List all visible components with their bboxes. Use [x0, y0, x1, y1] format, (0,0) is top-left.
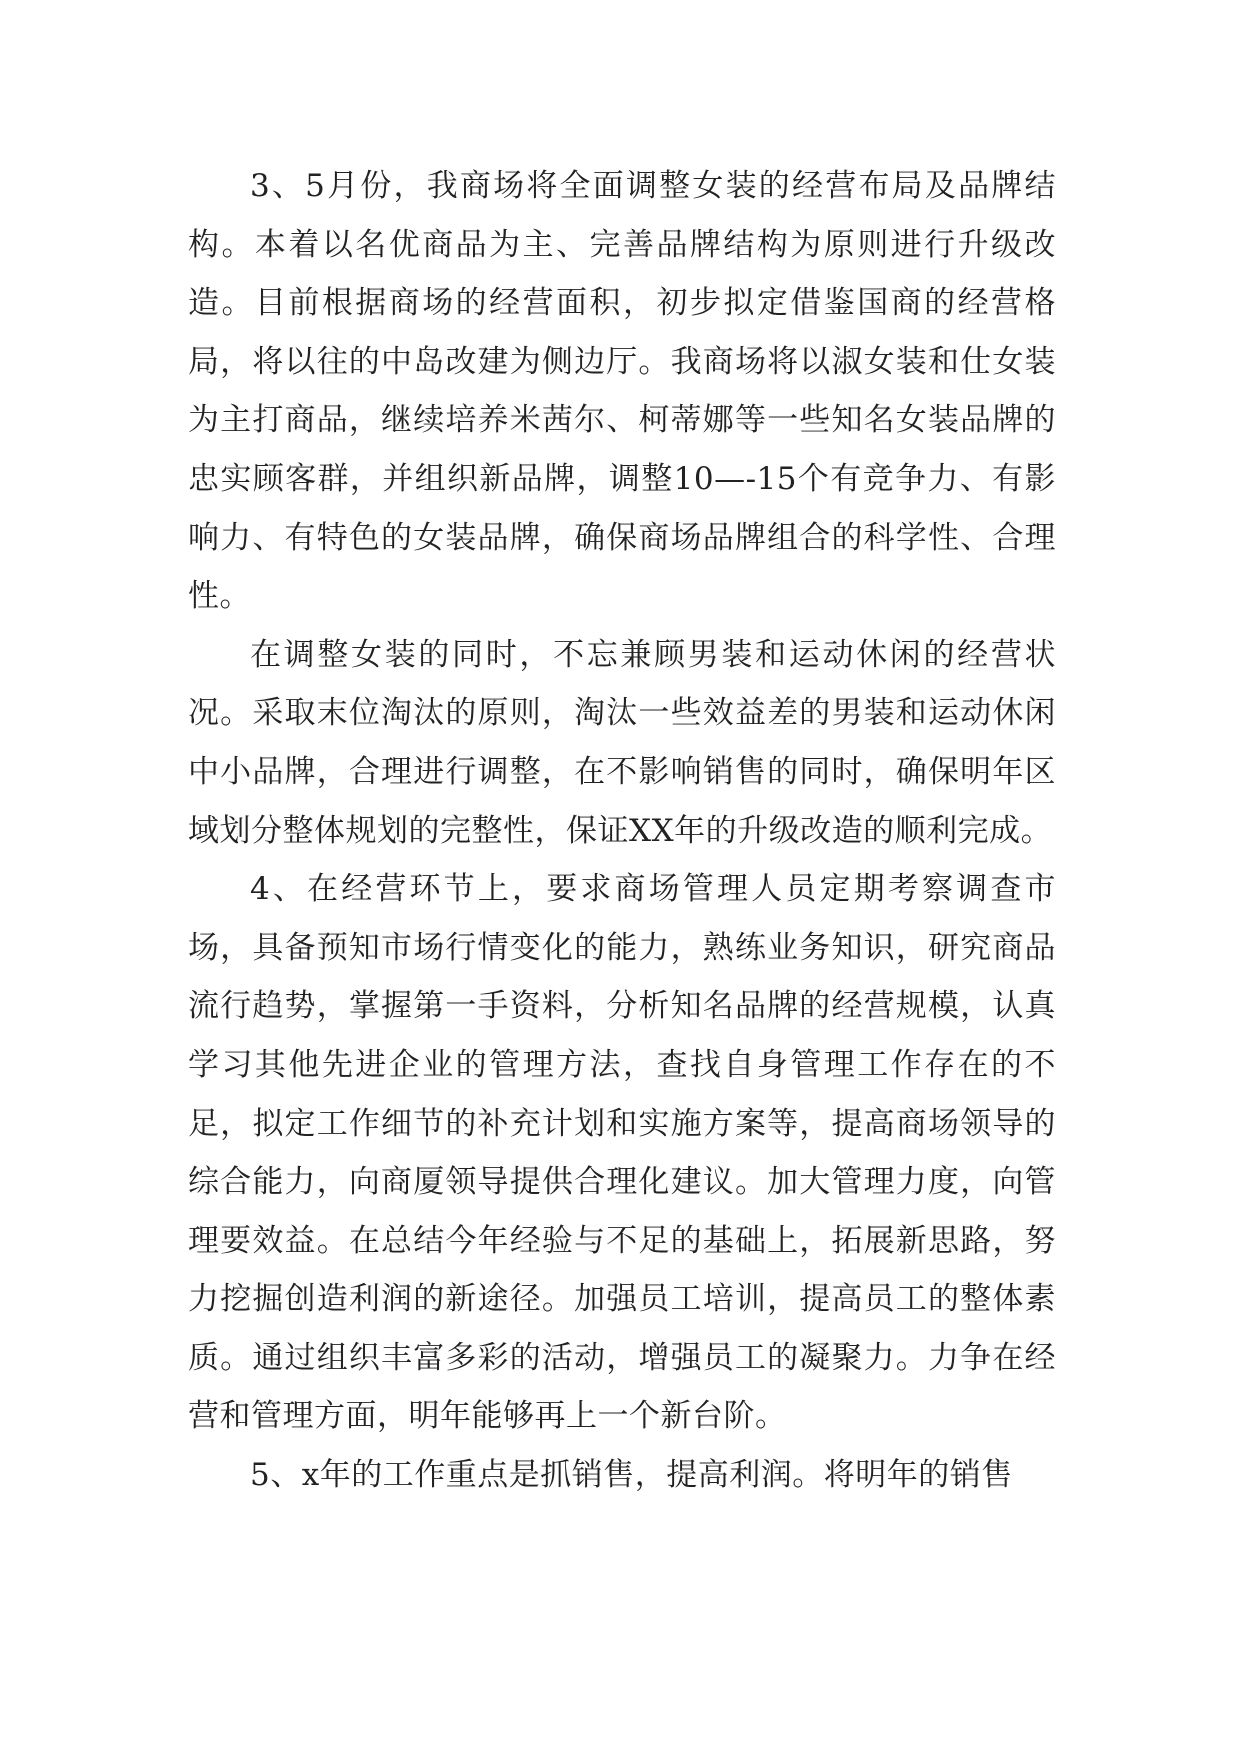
paragraph-menswear-sports: 在调整女装的同时，不忘兼顾男装和运动休闲的经营状况。采取末位淘汰的原则，淘汰一些效益差的男装和运动休闲中小品牌，合理进行调整，在不影响销售的同时，确保明年区域划分整体规划的完整性，保证XX年的升级改造的顺利完成。 [188, 636, 1056, 849]
document-body [188, 157, 1056, 1505]
paragraph-item-4-management: 4、在经营环节上，要求商场管理人员定期考察调查市场，具备预知市场行情变化的能力，熟练业务知识，研究商品流行趋势，掌握第一手资料，分析知名品牌的经营规模，认真学习其他先进企业的管理方法，查找自身管理工作存在的不足，拟定工作细节的补充计划和实施方案等，提高商场领导的综合能力，向商厦领导提供合理化建议。加大管理力度，向管理要效益。在总结今年经验与不足的基础上，拓展新思路，努力挖掘创造利润的新途径。加强员工培训，提高员工的整体素质。通过组织丰富多彩的活动，增强员工的凝聚力。力争在经营和管理方面，明年能够再上一个新台阶。 [188, 871, 1056, 1435]
paragraph-item-5-sales-focus: 5、x年的工作重点是抓销售，提高利润。将明年的销售 [250, 1457, 1013, 1494]
paragraph-item-3-brand-adjustment: 3、5月份，我商场将全面调整女装的经营布局及品牌结构。本着以名优商品为主、完善品牌结构为原则进行升级改造。目前根据商场的经营面积，初步拟定借鉴国商的经营格局，将以往的中岛改建为侧边厅。我商场将以淑女装和仕女装为主打商品，继续培养米茜尔、柯蒂娜等一些知名女装品牌的忠实顾客群，并组织新品牌，调整10—-15个有竞争力、有影响力、有特色的女装品牌，确保商场品牌组合的科学性、合理性。 [188, 168, 1056, 615]
